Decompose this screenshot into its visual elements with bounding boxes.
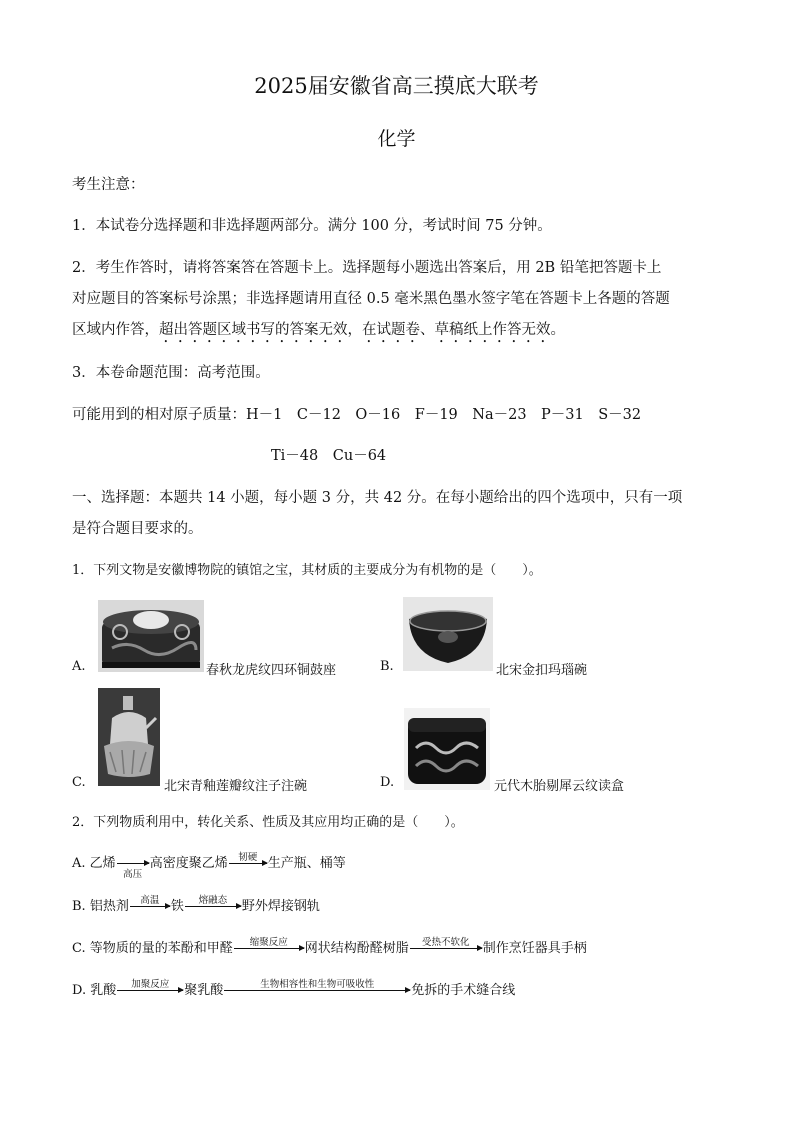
reaction-arrow: 高温 xyxy=(130,906,170,907)
notice-item-2-line-3 xyxy=(72,318,565,346)
q2-option-a xyxy=(72,852,346,880)
reactant: 铝热剂 xyxy=(89,899,129,914)
product: 网状结构酚醛树脂 xyxy=(304,941,409,956)
bronze-drum-base-image xyxy=(98,600,204,672)
reaction-arrow: 加聚反应 xyxy=(117,990,183,991)
application: 生产瓶、桶等 xyxy=(267,856,346,871)
notice-item-2-line-2: 对应题目的答案标号涂黑；非选择题请用直径 0.5 毫米黑色墨水签字笔在答题卡上各题的答题 xyxy=(72,291,670,307)
option-c-letter: C. xyxy=(72,775,86,790)
reactant: 等物质的量的苯酚和甲醛 xyxy=(89,941,233,956)
notice-heading: 考生注意： xyxy=(72,177,145,193)
section-heading-line-2: 是符合题目要求的。 xyxy=(72,521,203,537)
application: 免拆的手术缝合线 xyxy=(411,983,516,998)
notice-item-2-line-1: 2．考生作答时，请将答案答在答题卡上。选择题每小题选出答案后，用 2B 铅笔把答题卡上 xyxy=(72,260,662,276)
option-c-text: 北宋青釉莲瓣纹注子注碗 xyxy=(164,779,308,794)
application: 野外焊接钢轨 xyxy=(241,899,320,914)
product: 高密度聚乙烯 xyxy=(149,856,228,871)
application-arrow: 受热不软化 xyxy=(410,948,482,949)
atomic-masses xyxy=(72,403,641,424)
notice-text: 区域内作答， xyxy=(72,322,159,338)
option-b-text: 北宋金扣玛瑙碗 xyxy=(496,663,588,678)
subject-title: 化学 xyxy=(377,128,416,150)
atomic-masses-line-1: H－1 C－12 O－16 F－19 Na－23 P－31 S－32 xyxy=(246,407,642,423)
option-b-letter: B. xyxy=(380,659,394,674)
application: 制作烹饪器具手柄 xyxy=(482,941,587,956)
option-d-text: 元代木胎剔犀云纹读盒 xyxy=(494,779,625,794)
q2-option-c xyxy=(72,937,587,956)
celadon-ewer-image xyxy=(98,688,160,786)
notice-item-1: 1．本试卷分选择题和非选择题两部分。满分 100 分，考试时间 75 分钟。 xyxy=(72,218,552,234)
question-1-stem: 1．下列文物是安徽博物院的镇馆之宝，其材质的主要成分为有机物的是（ ）。 xyxy=(72,563,542,578)
notice-item-3: 3．本卷命题范围：高考范围。 xyxy=(72,365,270,381)
option-a-text: 春秋龙虎纹四环铜鼓座 xyxy=(206,663,337,678)
option-letter: A. xyxy=(72,856,86,871)
q2-option-b xyxy=(72,895,320,914)
product: 聚乳酸 xyxy=(184,983,224,998)
product: 铁 xyxy=(170,899,184,914)
q2-option-d xyxy=(72,979,515,998)
option-d-letter: D. xyxy=(380,775,395,790)
notice-text-end: 。 xyxy=(550,322,565,338)
application-arrow: 熔融态 xyxy=(185,906,241,907)
option-letter: D. xyxy=(72,983,87,998)
reactant: 乳酸 xyxy=(90,983,117,998)
option-letter: C. xyxy=(72,941,86,956)
atomic-masses-line-2: Ti－48 Cu－64 xyxy=(271,448,387,464)
atomic-masses-label: 可能用到的相对原子质量： xyxy=(72,407,246,423)
lacquer-box-image xyxy=(404,708,490,790)
question-2-stem: 2．下列物质利用中，转化关系、性质及其应用均正确的是（ ）。 xyxy=(72,815,464,830)
application-arrow: 韧硬 xyxy=(229,863,267,864)
reactant: 乙烯 xyxy=(89,856,116,871)
reaction-arrow: 高压 xyxy=(117,863,149,864)
exam-title: 2025届安徽省高三摸底大联考 xyxy=(254,74,539,98)
option-letter: B. xyxy=(72,899,86,914)
emphasized-text: 超出答题区域书写的答案无效，在试题卷、草稿纸上作答无效 xyxy=(159,322,551,338)
option-a-letter: A. xyxy=(72,659,86,674)
reaction-arrow: 缩聚反应 xyxy=(234,948,304,949)
agate-bowl-image xyxy=(403,597,493,671)
application-arrow: 生物相容性和生物可吸收性 xyxy=(224,990,410,991)
section-heading-line-1: 一、选择题：本题共 14 小题，每小题 3 分，共 42 分。在每小题给出的四个选项中，只有一项 xyxy=(72,490,683,506)
